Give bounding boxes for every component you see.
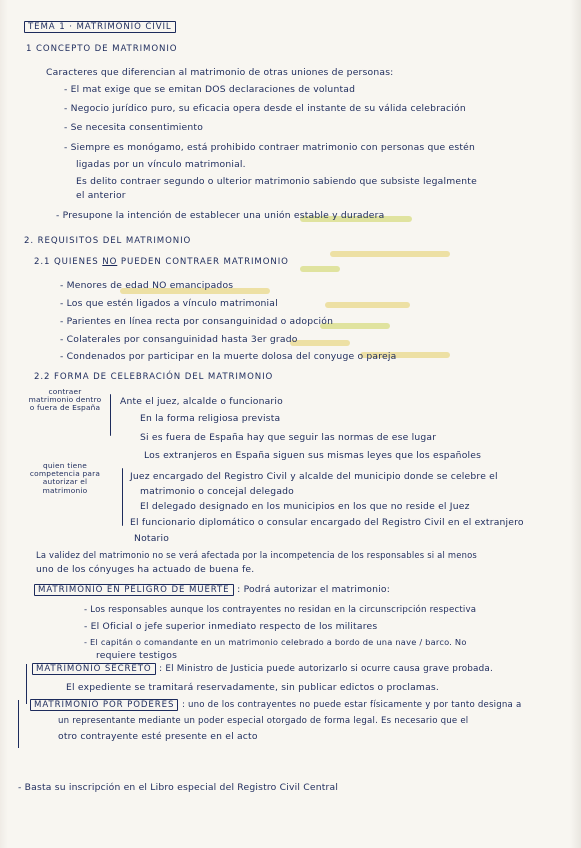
peligro-muerte-item: - Los responsables aunque los contrayentes no residan en la circunscripción respectiva <box>84 605 477 615</box>
section-1-line: ligadas por un vínculo matrimonial. <box>76 159 246 170</box>
section-1-line: - Siempre es monógamo, está prohibido contraer matrimonio con personas que estén <box>64 142 476 153</box>
peligro-muerte-heading <box>34 584 390 595</box>
celebration-form-item: En la forma religiosa prevista <box>140 413 281 424</box>
peligro-muerte-item: requiere testigos <box>96 650 178 661</box>
celebration-form-item: Los extranjeros en España siguen sus mismas leyes que los españoles <box>144 450 482 461</box>
poderes-label: MATRIMONIO POR PODERES <box>30 699 178 711</box>
secreto-heading <box>32 664 493 674</box>
poderes-heading <box>30 700 521 710</box>
peligro-muerte-label: MATRIMONIO EN PELIGRO DE MUERTE <box>34 584 234 596</box>
impediment-item: - Parientes en línea recta por consanguinidad o adopción <box>60 316 334 327</box>
secreto-label: MATRIMONIO SECRETO <box>32 663 156 675</box>
section-1-intro: Caracteres que diferencian al matrimonio de otras uniones de personas: <box>46 67 394 78</box>
subsection-2-1-no: NO <box>102 257 118 267</box>
footer-note: - Basta su inscripción en el Libro especial del Registro Civil Central <box>18 782 339 793</box>
competent-authority-item: Juez encargado del Registro Civil y alcalde del municipio donde se celebre el <box>130 471 498 482</box>
highlight-mark <box>325 302 410 308</box>
competent-authority-item: matrimonio o concejal delegado <box>140 486 295 497</box>
margin-bracket <box>18 700 19 748</box>
peligro-muerte-item: - El Oficial o jefe superior inmediato respecto de los militares <box>84 621 378 632</box>
validity-note: La validez del matrimonio no se verá afectada por la incompetencia de los responsables si al menos <box>36 550 477 560</box>
impediment-item: - Los que estén ligados a vínculo matrimonial <box>60 298 278 309</box>
celebration-form-item: Si es fuera de España hay que seguir las normas de ese lugar <box>140 432 437 443</box>
impediment-item: - Menores de edad NO emancipados <box>60 280 234 291</box>
impediment-item: - Condenados por participar en la muerte dolosa del conyuge o pareja <box>60 351 397 362</box>
secreto-text: : El Ministro de Justicia puede autorizarlo si ocurre causa grave probada. <box>159 664 494 674</box>
celebration-form-item: Ante el juez, alcalde o funcionario <box>120 396 283 407</box>
section-1-line: - Presupone la intención de establecer una unión estable y duradera <box>56 210 385 221</box>
margin-note: contraer matrimonio dentro o fuera de España <box>28 387 102 413</box>
peligro-muerte-item: - El capitán o comandante en un matrimonio celebrado a bordo de una nave / barco. No <box>84 637 467 647</box>
peligro-muerte-text: : Podrá autorizar el matrimonio: <box>237 584 391 595</box>
section-1-line: - El mat exige que se emitan DOS declaraciones de voluntad <box>64 84 356 95</box>
subsection-2-1-suffix: PUEDEN CONTRAER MATRIMONIO <box>120 257 289 267</box>
competent-authority-item: El funcionario diplomático o consular encargado del Registro Civil en el extranjero <box>130 517 524 528</box>
section-1-heading: 1 CONCEPTO DE MATRIMONIO <box>26 44 178 54</box>
brace <box>122 468 123 526</box>
section-1-line: el anterior <box>76 190 126 201</box>
brace <box>110 394 111 436</box>
page-title-text: TEMA 1 · MATRIMONIO CIVIL <box>24 21 176 33</box>
subsection-2-1-prefix: 2.1 QUIENES <box>34 257 99 267</box>
page-title <box>24 22 176 32</box>
margin-note: quien tiene competencia para autorizar el matrimonio <box>29 461 101 495</box>
highlight-mark <box>290 340 350 346</box>
poderes-text-3: otro contrayente esté presente en el acto <box>58 731 258 742</box>
subsection-2-2-heading: 2.2 FORMA DE CELEBRACIÓN DEL MATRIMONIO <box>34 372 274 382</box>
competent-authority-item: Notario <box>134 533 170 544</box>
poderes-text-2: un representante mediante un poder especial otorgado de forma legal. Es necesario que el <box>58 716 469 726</box>
competent-authority-item: El delegado designado en los municipios en los que no reside el Juez <box>140 501 470 512</box>
section-1-line: - Negocio jurídico puro, su eficacia opera desde el instante de su válida celebración <box>64 103 466 114</box>
validity-note: uno de los cónyuges ha actuado de buena fe. <box>36 564 255 575</box>
secreto-text-2: El expediente se tramitará reservadamente, sin publicar edictos o proclamas. <box>66 682 440 693</box>
section-2-heading: 2. REQUISITOS DEL MATRIMONIO <box>24 236 192 246</box>
section-1-line: - Se necesita consentimiento <box>64 122 204 133</box>
section-1-line: Es delito contraer segundo o ulterior matrimonio sabiendo que subsiste legalmente <box>76 176 477 187</box>
poderes-text: : uno de los contrayentes no puede estar físicamente y por tanto designa a <box>181 700 522 710</box>
highlight-mark <box>300 266 340 272</box>
highlight-mark <box>330 251 450 257</box>
impediment-item: - Colaterales por consanguinidad hasta 3er grado <box>60 334 298 345</box>
subsection-2-1-heading <box>34 257 289 267</box>
margin-bracket <box>26 664 27 704</box>
